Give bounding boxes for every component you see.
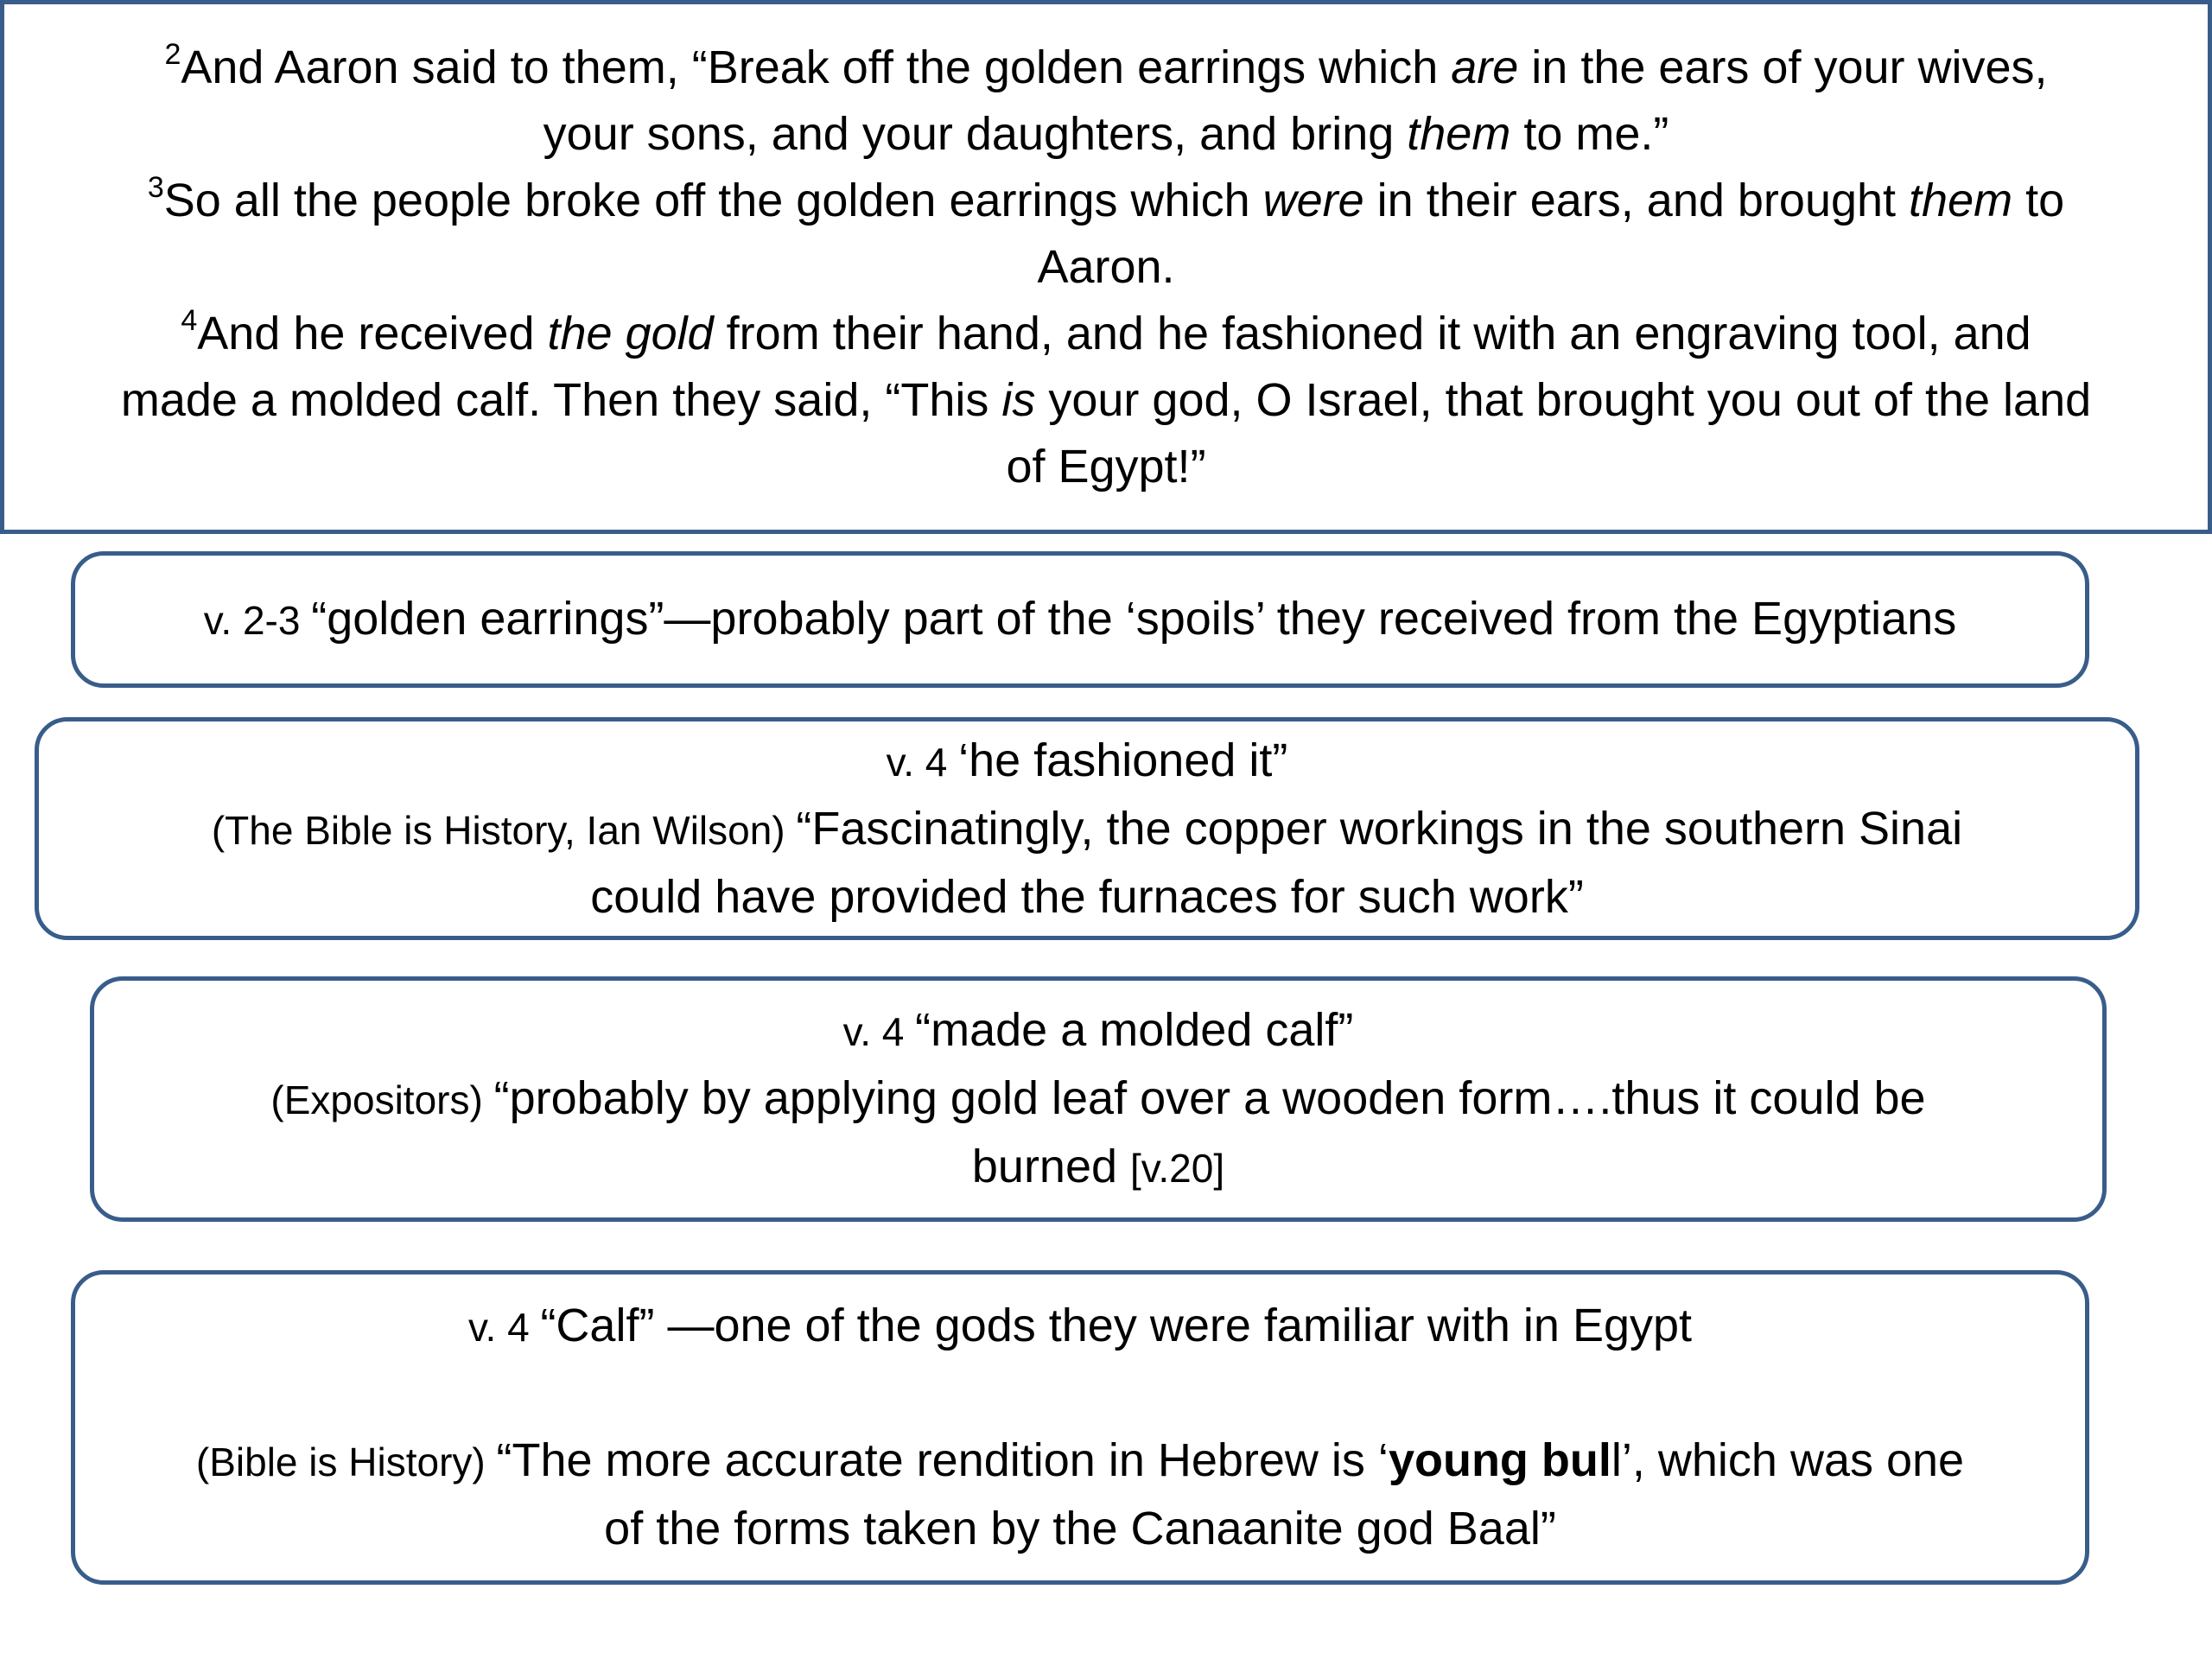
verse-4-italic-2: is [1001,373,1036,426]
note-1-line [204,586,1956,654]
verse-4-number: 4 [181,303,198,337]
verse-4-text-d: your god, O Israel, that brought you out of the land [1035,373,2092,426]
note-2-heading-line [887,728,1288,796]
note-4-quote-1a: “The more accurate rendition in Hebrew is ‘ [496,1434,1389,1486]
note-2-quote-2: could have provided the furnaces for such work” [590,870,1584,923]
verse-3-number: 3 [147,170,164,204]
verse-2-number: 2 [164,37,181,71]
note-4-quote-2: of the forms taken by the Canaanite god Baal” [604,1503,1556,1554]
verse-3-italic-1: were [1262,174,1364,226]
verse-3-text-a: So all the people broke off the golden earrings which [163,174,1263,226]
verse-3-text-d: Aaron. [1037,240,1175,293]
verse-4-line-2 [121,367,2091,434]
verse-3-italic-2: them [1909,174,2013,226]
note-4-source: (Bible is History) [195,1440,497,1484]
verse-2-text-b: in the ears of your wives, [1518,41,2048,93]
scripture-passage-box [0,0,2212,534]
note-calf-god [71,1270,2089,1585]
verse-4-italic-1: the gold [547,307,714,359]
verse-4-text-e: of Egypt!” [1006,440,1206,493]
note-2-quote-1: “Fascinatingly, the copper workings in the southern Sinai [796,802,1963,855]
note-2-ref: v. 4 [886,739,959,785]
verse-2-text-a: And Aaron said to them, “Break off the golden earrings which [181,41,1452,93]
note-4-quote-bold: young bul [1388,1434,1611,1486]
note-3-quote-line-2 [972,1134,1224,1202]
note-he-fashioned-it [35,717,2139,940]
verse-3-text-b: in their ears, and brought [1363,174,1910,226]
verse-4-line-3 [1006,434,1205,500]
note-4-quote-line-2 [604,1496,1556,1562]
note-1-ref: v. 2-3 [203,597,312,643]
note-2-quote-line-2 [590,864,1584,931]
verse-2-text-d: to me.” [1510,107,1669,160]
note-3-cite: [v.20] [1130,1145,1225,1191]
note-4-heading-line [468,1293,1692,1361]
verse-3-line-2 [1037,234,1174,301]
verse-3-line-1 [148,168,2064,234]
note-3-quote-2: burned [971,1140,1131,1192]
verse-3-text-c: to [2012,174,2065,226]
note-3-heading-line [843,997,1354,1065]
verse-4-text-a: And he received [197,307,548,359]
verse-2-italic-1: are [1451,41,1519,93]
note-4-quote-line-1 [196,1427,1964,1496]
note-2-source: (The Bible is History, Ian Wilson) [211,807,797,853]
note-2-quote-line-1 [212,796,1962,864]
verse-4-text-b: from their hand, and he fashioned it with an engraving tool, and [713,307,2031,359]
note-1-text: “golden earrings”—probably part of the ‘spoils’ they received from the Egyptians [311,592,1957,645]
note-3-quote-1: “probably by applying gold leaf over a wooden form….thus it could be [493,1071,1926,1124]
verse-2-text-c: your sons, and your daughters, and bring [543,107,1408,160]
note-3-ref: v. 4 [842,1008,916,1054]
verse-4-text-c: made a molded calf. Then they said, “This [120,373,1002,426]
note-2-heading: ‘he fashioned it” [958,734,1288,786]
note-3-heading: “made a molded calf” [915,1003,1354,1056]
note-4-ref: v. 4 [467,1305,541,1350]
note-4-heading: “Calf” —one of the gods they were familiar with in Egypt [540,1300,1693,1351]
note-molded-calf [90,976,2107,1222]
note-3-quote-line-1 [270,1065,1925,1134]
note-golden-earrings [71,551,2089,688]
note-4-quote-1c: l’, which was one [1611,1434,1965,1486]
verse-2-line-1 [164,35,2047,101]
verse-2-line-2 [543,101,1669,168]
verse-2-italic-2: them [1407,107,1511,160]
note-3-source: (Expositors) [270,1077,494,1122]
verse-4-line-1 [181,301,2031,367]
